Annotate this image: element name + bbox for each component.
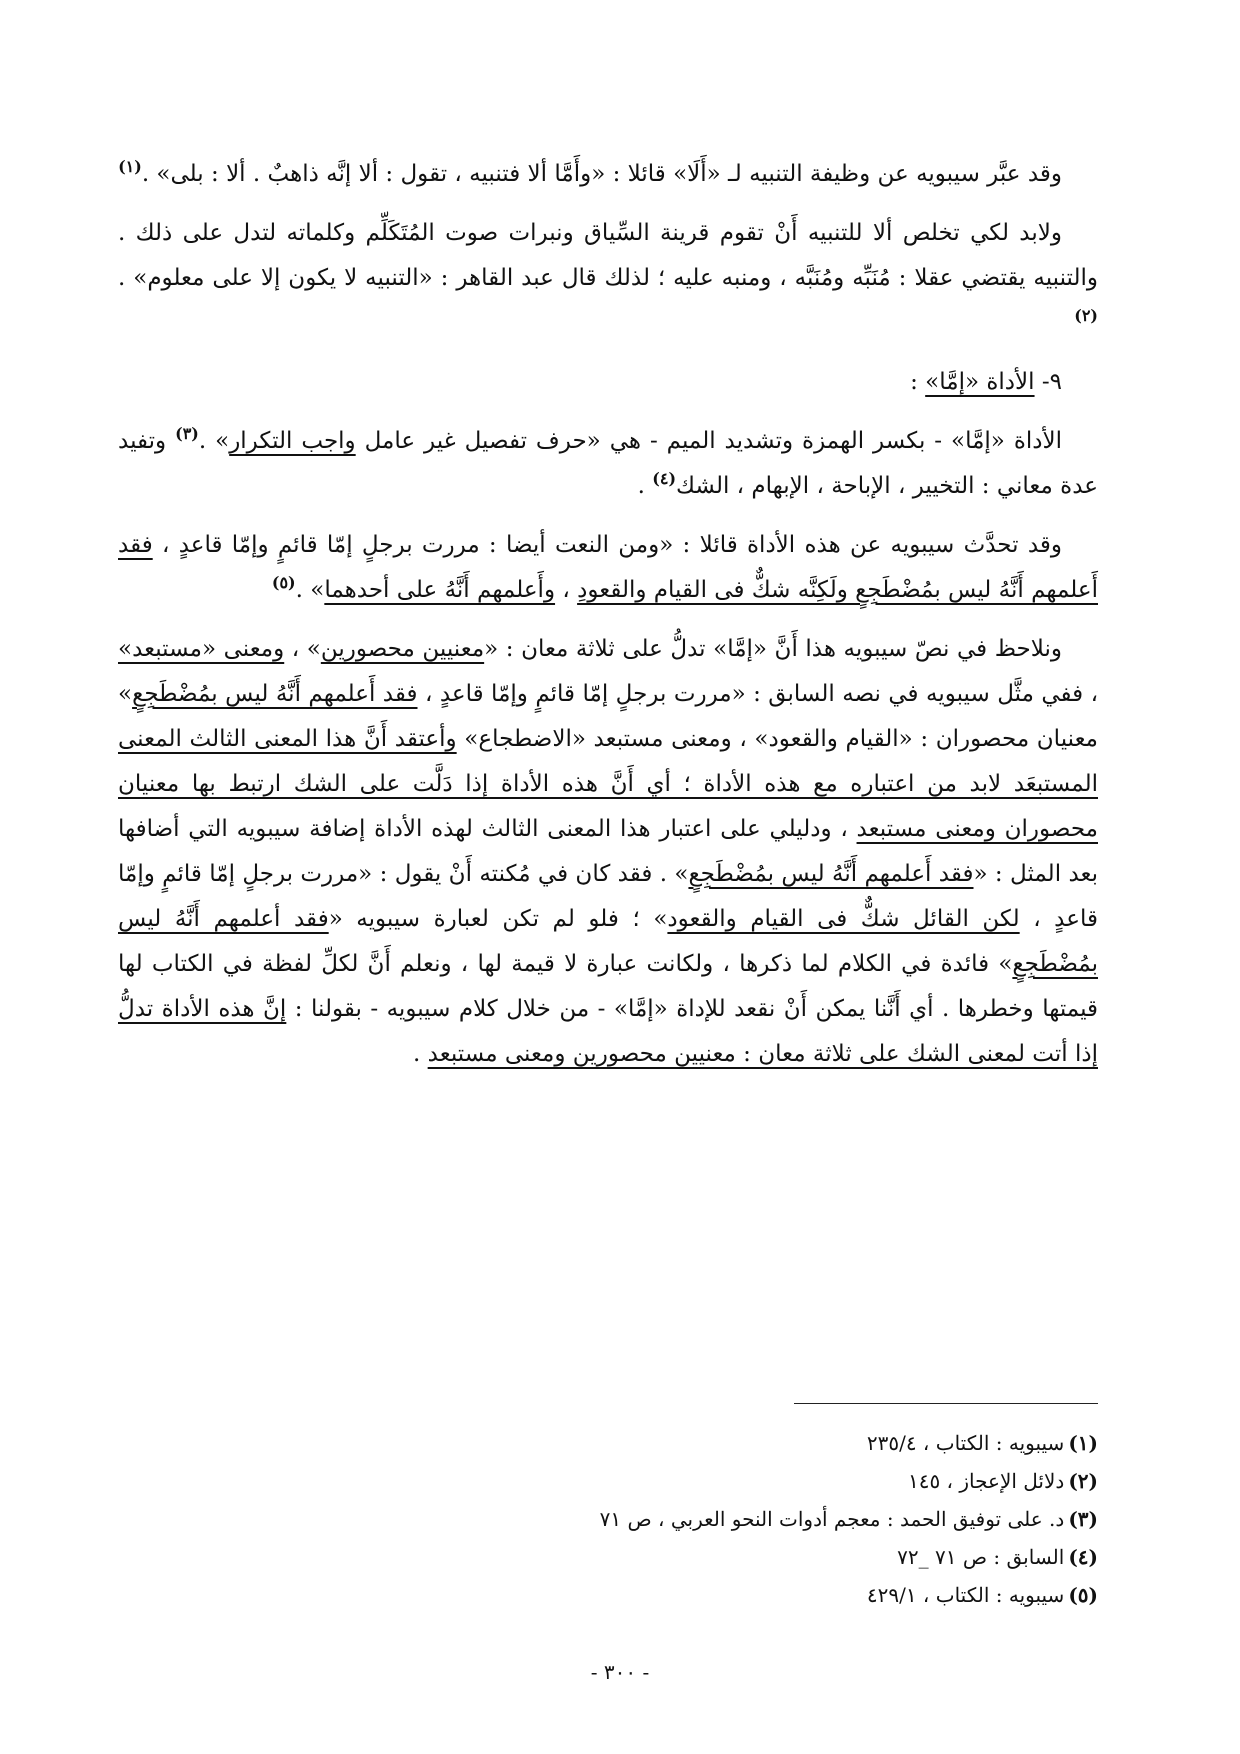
footnote-ref-4[interactable]: (٤) bbox=[652, 469, 677, 488]
paragraph-4: وقد تحدَّث سيبويه عن هذه الأداة قائلا : «ومن النعت أيضا : مررت برجلٍ إمّا قائمٍ وإمّا قاعدٍ ، فقد أَعلمهم أَنَّهُ ليس بمُضْطَجِعٍ ولَكِنَّه شكٌّ فى القيام والقعودِ ، وأَعلمهم أَنَّهُ على أحدهما» .$^{(٥)}$ bbox=[118, 532, 1098, 603]
footnote-item: (١)سيبويه : الكتاب ، ٢٣٥/٤ bbox=[866, 1431, 1098, 1455]
main-text bbox=[118, 152, 1098, 1091]
paragraph-2: ولابد لكي تخلص ألا للتنبيه أَنْ تقوم قرينة السِّياق ونبرات صوت المُتَكَلِّم وكلماته لتدل على ذلك . والتنبيه يقتضي عقلا : مُنَبِّه ومُنَبَّه ، ومنبه عليه ؛ لذلك قال عبد القاهر : «التنبيه لا يكون إلا على معلوم» .$^{(٢)}$ bbox=[118, 220, 1098, 325]
footnote-ref-5[interactable]: (٥) bbox=[271, 573, 296, 592]
footnotes bbox=[300, 1424, 1098, 1614]
footnote-item: (٢)دلائل الإعجاز ، ١٤٥ bbox=[907, 1469, 1098, 1493]
page-number: - ٣٠٠ - bbox=[590, 1660, 650, 1684]
paragraph-5: ونلاحظ في نصّ سيبويه هذا أَنَّ «إمَّا» تدلُّ على ثلاثة معان : «معنيين محصورين» ، ومعنى «مستبعد» ، ففي مثَّل سيبويه في نصه السابق : «مررت برجلٍ إمّا قائمٍ وإمّا قاعدٍ ، فقد أَعلمهم أَنَّهُ ليس بمُضْطَجِعٍ» معنيان محصوران : «القيام والقعود» ، ومعنى مستبعد «الاضطجاع» وأعتقد أَنَّ هذا المعنى الثالث المعنى المستبعَد لابد من اعتباره مع هذه الأداة ؛ أي أَنَّ هذه الأداة إذا دَلَّت على الشك ارتبط بها معنيان محصوران ومعنى مستبعد ، ودليلي على اعتبار هذا المعنى الثالث لهذه الأداة إضافة سيبويه التي أضافها بعد المثل : «فقد أَعلمهم أَنَّهُ ليس بمُضْطَجِعٍ» . فقد كان في مُكنته أَنْ يقول : «مررت برجلٍ إمّا قائمٍ وإمّا قاعدٍ ، لكن القائل شكٌّ فى القيام والقعود» ؛ فلو لم تكن لعبارة سيبويه «فقد أعلمهم أَنَّهُ ليس بمُضْطَجِعٍ» فائدة في الكلام لما ذكرها ، ولكانت عبارة لا قيمة لها ، ونعلم أَنَّ لكلِّ لفظة في الكتاب لها قيمتها وخطرها . أي أَنَّنا يمكن أَنْ نقعد للإداة «إمَّا» - من خلال كلام سيبويه - بقولنا : إنَّ هذه الأداة تدلُّ إذا أتت لمعنى الشك على ثلاثة معان : معنيين محصورين ومعنى مستبعد . bbox=[118, 636, 1099, 1067]
section-heading: ٩- الأداة «إمَّا» : bbox=[910, 369, 1062, 395]
footnote-ref-2[interactable]: (٢) bbox=[1074, 306, 1098, 325]
footnote-ref-3[interactable]: (٣) bbox=[175, 424, 199, 443]
footnote-item: (٣)د. على توفيق الحمد : معجم أدوات النحو العربي ، ص ٧١ bbox=[599, 1507, 1098, 1531]
footnote-item: (٥)سيبويه : الكتاب ، ٤٢٩/١ bbox=[866, 1583, 1098, 1607]
footnote-separator bbox=[794, 1403, 1098, 1404]
paragraph-3: الأداة «إمَّا» - بكسر الهمزة وتشديد الميم - هي «حرف تفصيل غير عامل واجب التكرار» .$^{(٣)}$ وتفيد عدة معاني : التخيير ، الإباحة ، الإبهام ، الشك$^{(٤)}$ . bbox=[118, 424, 1098, 499]
paragraph-1: وقد عبَّر سيبويه عن وظيفة التنبيه لـ «أَلَا» قائلا : «وأَمَّا ألا فتنبيه ، تقول : ألا إنَّه ذاهبٌ . ألا : بلى» .$^{(١)}$ bbox=[118, 157, 1062, 187]
footnote-ref-1[interactable]: (١) bbox=[118, 157, 142, 176]
footnote-item: (٤)السابق : ص ٧١ _٧٢ bbox=[897, 1545, 1098, 1569]
